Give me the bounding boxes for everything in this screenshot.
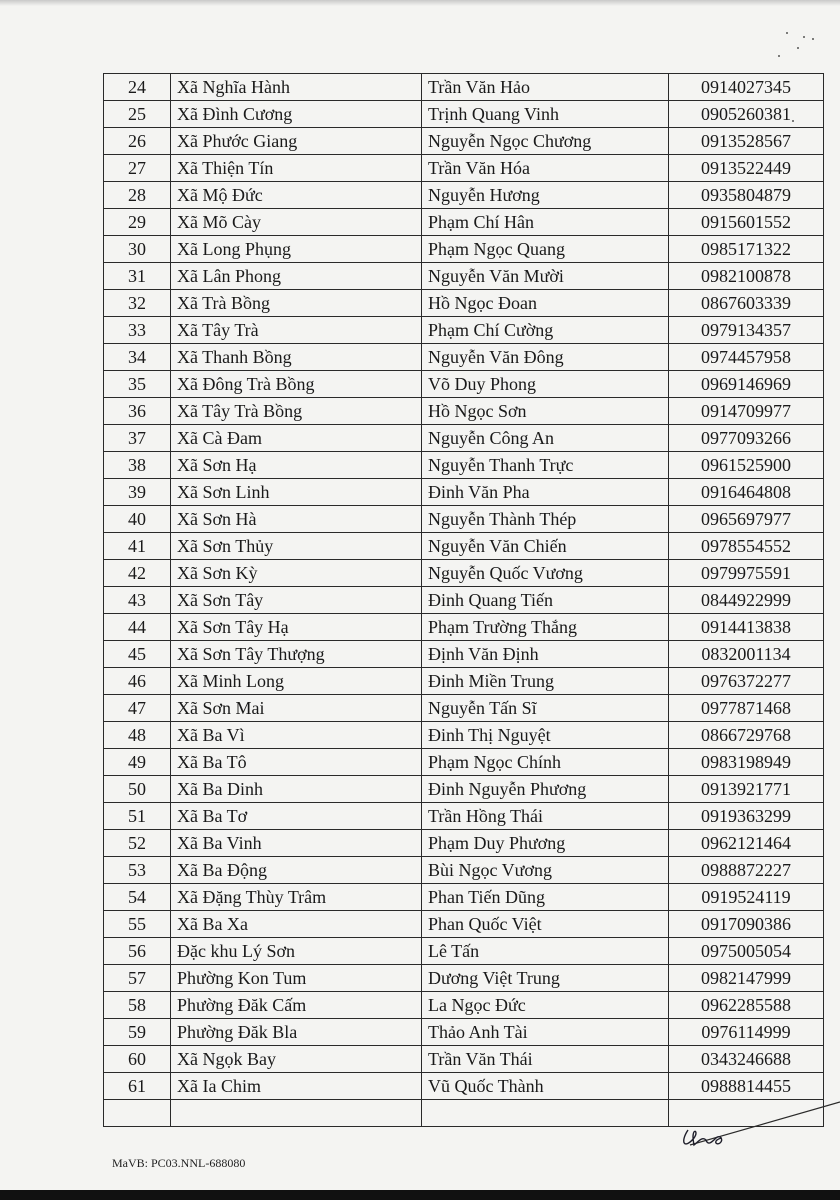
contact-table: [103, 73, 824, 1127]
table-row: [104, 803, 824, 830]
scan-speck: [812, 38, 814, 40]
table-row: [104, 560, 824, 587]
phone-number: 0914027345: [669, 74, 824, 101]
table-row: [104, 398, 824, 425]
table-row: [104, 344, 824, 371]
contact-name: Đinh Thị Nguyệt: [422, 722, 669, 749]
unit-name: Xã Ba Dinh: [171, 776, 422, 803]
phone-number: 0867603339: [669, 290, 824, 317]
scan-speck: [797, 47, 799, 49]
row-number: 39: [104, 479, 171, 506]
unit-name: Xã Sơn Mai: [171, 695, 422, 722]
phone-number: 0982147999: [669, 965, 824, 992]
scan-speck: [803, 36, 805, 38]
contact-name: Đinh Nguyễn Phương: [422, 776, 669, 803]
contact-name: Nguyễn Thanh Trực: [422, 452, 669, 479]
contact-name: Phan Quốc Việt: [422, 911, 669, 938]
contact-name: [422, 1100, 669, 1127]
contact-name: Bùi Ngọc Vương: [422, 857, 669, 884]
row-number: 38: [104, 452, 171, 479]
phone-number: 0979975591: [669, 560, 824, 587]
row-number: 28: [104, 182, 171, 209]
row-number: 40: [104, 506, 171, 533]
phone-number: 0988872227: [669, 857, 824, 884]
phone-number: 0975005054: [669, 938, 824, 965]
unit-name: Xã Sơn Kỳ: [171, 560, 422, 587]
phone-number: 0977871468: [669, 695, 824, 722]
table-row: [104, 533, 824, 560]
table-row: [104, 425, 824, 452]
phone-number: 0974457958: [669, 344, 824, 371]
table-row: [104, 290, 824, 317]
row-number: 55: [104, 911, 171, 938]
phone-number: 0916464808: [669, 479, 824, 506]
contact-name: Phan Tiến Dũng: [422, 884, 669, 911]
table-row: [104, 992, 824, 1019]
row-number: 29: [104, 209, 171, 236]
contact-name: Nguyễn Thành Thép: [422, 506, 669, 533]
page-bottom-edge: [0, 1190, 840, 1200]
unit-name: Xã Sơn Hà: [171, 506, 422, 533]
scan-speck: [786, 32, 788, 34]
row-number: 56: [104, 938, 171, 965]
unit-name: Phường Đăk Bla: [171, 1019, 422, 1046]
unit-name: Xã Ba Tơ: [171, 803, 422, 830]
table-row: [104, 614, 824, 641]
row-number: 35: [104, 371, 171, 398]
contact-name: Phạm Duy Phương: [422, 830, 669, 857]
unit-name: [171, 1100, 422, 1127]
unit-name: Xã Mộ Đức: [171, 182, 422, 209]
row-number: 58: [104, 992, 171, 1019]
phone-number: 0962285588: [669, 992, 824, 1019]
contact-name: Trần Văn Thái: [422, 1046, 669, 1073]
contact-name: Phạm Trường Thắng: [422, 614, 669, 641]
contact-name: Trần Hồng Thái: [422, 803, 669, 830]
unit-name: Xã Nghĩa Hành: [171, 74, 422, 101]
contact-name: Trần Văn Hảo: [422, 74, 669, 101]
phone-number: 0914413838: [669, 614, 824, 641]
phone-number: 0978554552: [669, 533, 824, 560]
row-number: 59: [104, 1019, 171, 1046]
contact-name: Đinh Văn Pha: [422, 479, 669, 506]
row-number: 26: [104, 128, 171, 155]
unit-name: Xã Sơn Tây Hạ: [171, 614, 422, 641]
phone-number: 0983198949: [669, 749, 824, 776]
phone-number: 0914709977: [669, 398, 824, 425]
unit-name: Xã Sơn Hạ: [171, 452, 422, 479]
row-number: 53: [104, 857, 171, 884]
contact-name: Nguyễn Văn Chiến: [422, 533, 669, 560]
phone-number: 0905260381: [669, 101, 824, 128]
contact-table-body: [104, 74, 824, 1127]
row-number: 54: [104, 884, 171, 911]
unit-name: Xã Tây Trà Bồng: [171, 398, 422, 425]
phone-number: 0913921771: [669, 776, 824, 803]
row-number: 57: [104, 965, 171, 992]
row-number: 44: [104, 614, 171, 641]
contact-name: Thảo Anh Tài: [422, 1019, 669, 1046]
phone-number: 0969146969: [669, 371, 824, 398]
contact-name: Nguyễn Văn Mười: [422, 263, 669, 290]
contact-name: Nguyễn Quốc Vương: [422, 560, 669, 587]
phone-number: 0343246688: [669, 1046, 824, 1073]
table-row: [104, 155, 824, 182]
table-row: [104, 371, 824, 398]
contact-name: Nguyễn Văn Đông: [422, 344, 669, 371]
row-number: 47: [104, 695, 171, 722]
document-code: MaVB: PC03.NNL-688080: [112, 1156, 246, 1170]
phone-number: 0917090386: [669, 911, 824, 938]
table-row: [104, 479, 824, 506]
row-number: [104, 1100, 171, 1127]
table-row: [104, 884, 824, 911]
unit-name: Xã Ba Động: [171, 857, 422, 884]
table-row: [104, 1019, 824, 1046]
row-number: 52: [104, 830, 171, 857]
table-row: [104, 965, 824, 992]
table-row: [104, 938, 824, 965]
table-row: [104, 668, 824, 695]
row-number: 41: [104, 533, 171, 560]
table-row: [104, 830, 824, 857]
phone-number: 0844922999: [669, 587, 824, 614]
contact-name: Võ Duy Phong: [422, 371, 669, 398]
row-number: 34: [104, 344, 171, 371]
contact-name: Trịnh Quang Vinh: [422, 101, 669, 128]
unit-name: Xã Ba Vinh: [171, 830, 422, 857]
unit-name: Xã Tây Trà: [171, 317, 422, 344]
table-row: [104, 506, 824, 533]
unit-name: Phường Đăk Cấm: [171, 992, 422, 1019]
unit-name: Xã Thiện Tín: [171, 155, 422, 182]
table-row: [104, 722, 824, 749]
row-number: 46: [104, 668, 171, 695]
row-number: 32: [104, 290, 171, 317]
phone-number: 0961525900: [669, 452, 824, 479]
phone-number: 0915601552: [669, 209, 824, 236]
table-row: [104, 452, 824, 479]
table-row: [104, 749, 824, 776]
phone-number: 0913528567: [669, 128, 824, 155]
row-number: 25: [104, 101, 171, 128]
unit-name: Đặc khu Lý Sơn: [171, 938, 422, 965]
contact-name: Phạm Ngọc Chính: [422, 749, 669, 776]
unit-name: Xã Đặng Thùy Trâm: [171, 884, 422, 911]
row-number: 27: [104, 155, 171, 182]
unit-name: Xã Ba Vì: [171, 722, 422, 749]
unit-name: Xã Thanh Bồng: [171, 344, 422, 371]
row-number: 51: [104, 803, 171, 830]
row-number: 33: [104, 317, 171, 344]
unit-name: Phường Kon Tum: [171, 965, 422, 992]
phone-number: 0913522449: [669, 155, 824, 182]
phone-number: 0919524119: [669, 884, 824, 911]
table-row: [104, 182, 824, 209]
table-row: [104, 236, 824, 263]
unit-name: Xã Phước Giang: [171, 128, 422, 155]
page-top-edge: [0, 0, 840, 6]
unit-name: Xã Ngọk Bay: [171, 1046, 422, 1073]
contact-name: Đinh Miền Trung: [422, 668, 669, 695]
unit-name: Xã Đình Cương: [171, 101, 422, 128]
unit-name: Xã Long Phụng: [171, 236, 422, 263]
row-number: 60: [104, 1046, 171, 1073]
contact-name: Phạm Ngọc Quang: [422, 236, 669, 263]
contact-name: La Ngọc Đức: [422, 992, 669, 1019]
row-number: 24: [104, 74, 171, 101]
contact-name: Nguyễn Ngọc Chương: [422, 128, 669, 155]
row-number: 61: [104, 1073, 171, 1100]
contact-name: Hồ Ngọc Đoan: [422, 290, 669, 317]
row-number: 45: [104, 641, 171, 668]
table-row: [104, 776, 824, 803]
phone-number: 0977093266: [669, 425, 824, 452]
contact-name: Lê Tấn: [422, 938, 669, 965]
unit-name: Xã Sơn Linh: [171, 479, 422, 506]
table-row: [104, 587, 824, 614]
phone-number: 0832001134: [669, 641, 824, 668]
phone-number: 0965697977: [669, 506, 824, 533]
unit-name: Xã Mõ Cày: [171, 209, 422, 236]
unit-name: Xã Sơn Tây Thượng: [171, 641, 422, 668]
table-row: [104, 263, 824, 290]
unit-name: Xã Sơn Thủy: [171, 533, 422, 560]
table-row: [104, 74, 824, 101]
phone-number: 0919363299: [669, 803, 824, 830]
table-row: [104, 209, 824, 236]
row-number: 49: [104, 749, 171, 776]
phone-number: 0985171322: [669, 236, 824, 263]
contact-name: Nguyễn Hương: [422, 182, 669, 209]
signature-initials: [650, 1090, 840, 1160]
phone-number: 0866729768: [669, 722, 824, 749]
table-row: [104, 911, 824, 938]
row-number: 48: [104, 722, 171, 749]
row-number: 43: [104, 587, 171, 614]
contact-name: Định Văn Định: [422, 641, 669, 668]
phone-number: 0962121464: [669, 830, 824, 857]
table-row: [104, 317, 824, 344]
table-row: [104, 1046, 824, 1073]
row-number: 37: [104, 425, 171, 452]
row-number: 31: [104, 263, 171, 290]
contact-name: Dương Việt Trung: [422, 965, 669, 992]
contact-name: Trần Văn Hóa: [422, 155, 669, 182]
row-number: 42: [104, 560, 171, 587]
unit-name: Xã Ba Xa: [171, 911, 422, 938]
unit-name: Xã Đông Trà Bồng: [171, 371, 422, 398]
unit-name: Xã Trà Bồng: [171, 290, 422, 317]
scan-speck: [778, 55, 780, 57]
contact-name: Đinh Quang Tiến: [422, 587, 669, 614]
phone-number: 0988814455: [669, 1073, 824, 1100]
phone-number: 0982100878: [669, 263, 824, 290]
phone-number: 0976372277: [669, 668, 824, 695]
phone-number: 0976114999: [669, 1019, 824, 1046]
table-row: [104, 695, 824, 722]
table-row: [104, 101, 824, 128]
contact-name: Phạm Chí Hân: [422, 209, 669, 236]
row-number: 36: [104, 398, 171, 425]
unit-name: Xã Cà Đam: [171, 425, 422, 452]
row-number: 50: [104, 776, 171, 803]
phone-number: 0979134357: [669, 317, 824, 344]
contact-name: Hồ Ngọc Sơn: [422, 398, 669, 425]
unit-name: Xã Sơn Tây: [171, 587, 422, 614]
table-row: [104, 641, 824, 668]
contact-name: Phạm Chí Cường: [422, 317, 669, 344]
unit-name: Xã Lân Phong: [171, 263, 422, 290]
unit-name: Xã Minh Long: [171, 668, 422, 695]
table-row: [104, 128, 824, 155]
contact-name: Nguyễn Tấn Sĩ: [422, 695, 669, 722]
unit-name: Xã Ia Chim: [171, 1073, 422, 1100]
table-row: [104, 857, 824, 884]
contact-name: Nguyễn Công An: [422, 425, 669, 452]
phone-number: 0935804879: [669, 182, 824, 209]
row-number: 30: [104, 236, 171, 263]
contact-name: Vũ Quốc Thành: [422, 1073, 669, 1100]
unit-name: Xã Ba Tô: [171, 749, 422, 776]
